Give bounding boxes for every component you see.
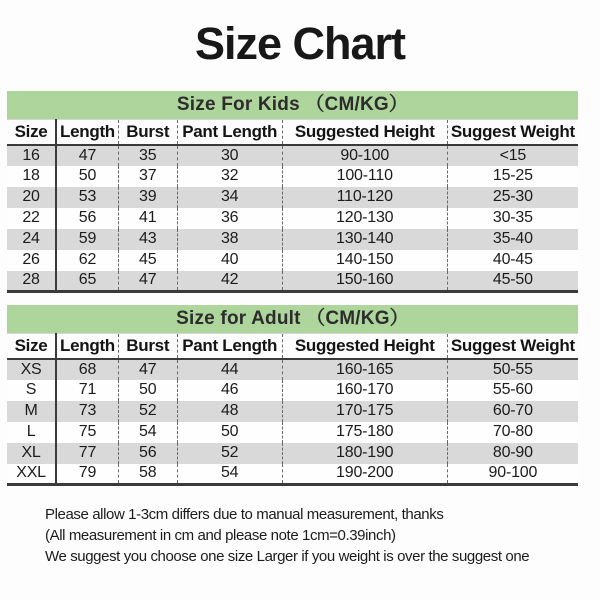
table-row (7, 229, 578, 250)
table-cell: 50 (118, 380, 177, 401)
table-cell: XL (21, 444, 41, 461)
table-cell: 90-100 (282, 145, 447, 166)
column-header: Suggest Weight (447, 334, 578, 359)
adult-size-table-section (7, 305, 578, 486)
table-cell: 52 (177, 443, 282, 464)
table-cell: S (25, 381, 37, 398)
table-cell: L (26, 423, 36, 440)
table-cell: 77 (56, 443, 118, 464)
table-cell: 180-190 (282, 443, 447, 464)
table-cell: 59 (56, 229, 118, 250)
table-cell: XS (20, 360, 42, 378)
table-row (7, 271, 578, 292)
table-cell: 15-25 (447, 166, 578, 187)
table-cell: 160-165 (282, 359, 447, 380)
table-cell: 56 (118, 443, 177, 464)
table-row (7, 422, 578, 443)
table-cell: 54 (177, 464, 282, 485)
table-cell: 58 (118, 464, 177, 485)
kids-table-header (7, 120, 578, 145)
table-cell: 54 (118, 422, 177, 443)
table-cell: 50 (177, 422, 282, 443)
table-cell: 50 (56, 166, 118, 187)
column-header: Pant Length (177, 120, 282, 145)
column-header: Size (7, 120, 56, 145)
table-cell: 40-45 (447, 250, 578, 271)
kids-size-table-section (7, 91, 578, 293)
table-cell: 41 (118, 208, 177, 229)
note-line-size-up: We suggest you choose one size Larger if you weight is over the suggest one (45, 548, 530, 565)
table-cell: 44 (177, 359, 282, 380)
table-cell: 79 (56, 464, 118, 485)
table-cell: 42 (177, 271, 282, 292)
table-cell: 46 (177, 380, 282, 401)
table-row (7, 359, 578, 380)
table-cell: 73 (56, 401, 118, 422)
header-row (7, 120, 578, 145)
table-cell: 175-180 (282, 422, 447, 443)
table-cell: 68 (56, 359, 118, 380)
table-cell: 28 (22, 271, 40, 289)
column-header: Suggested Height (282, 334, 447, 359)
table-cell: 18 (22, 167, 40, 184)
table-row (7, 250, 578, 271)
table-cell: 80-90 (447, 443, 578, 464)
column-header: Size (7, 334, 56, 359)
table-row (7, 443, 578, 464)
adult-table-header (7, 334, 578, 359)
table-cell: 38 (177, 229, 282, 250)
table-cell: 20 (22, 188, 40, 205)
table-cell: 190-200 (282, 464, 447, 485)
column-header: Burst (118, 120, 177, 145)
table-cell: 25-30 (447, 187, 578, 208)
table-cell: 120-130 (282, 208, 447, 229)
table-cell: 45 (118, 250, 177, 271)
size-chart-page (0, 16, 600, 600)
table-cell: 37 (118, 166, 177, 187)
table-cell: 47 (118, 271, 177, 292)
table-cell: 34 (177, 187, 282, 208)
table-row (7, 208, 578, 229)
adult-table-body (7, 359, 578, 485)
table-cell: 43 (118, 229, 177, 250)
table-cell: 170-175 (282, 401, 447, 422)
table-cell: 26 (22, 251, 40, 268)
table-row (7, 380, 578, 401)
table-cell: 140-150 (282, 250, 447, 271)
table-cell: 35 (118, 145, 177, 166)
column-header: Suggest Weight (447, 120, 578, 145)
table-cell: 70-80 (447, 422, 578, 443)
table-cell: 30-35 (447, 208, 578, 229)
table-cell: 35-40 (447, 229, 578, 250)
adult-table-title-band: Size for Adult （CM/KG） (7, 305, 578, 333)
table-row (7, 401, 578, 422)
kids-table-body (7, 145, 578, 292)
table-row (7, 166, 578, 187)
table-cell: 47 (118, 359, 177, 380)
footer-notes (45, 504, 600, 567)
note-line-cm-inch: (All measurement in cm and please note 1cm=0.39inch) (45, 527, 396, 544)
table-cell: 55-60 (447, 380, 578, 401)
table-cell: 50-55 (447, 359, 578, 380)
table-cell: 62 (56, 250, 118, 271)
kids-table-title-band: Size For Kids （CM/KG） (7, 91, 578, 119)
table-cell: 32 (177, 166, 282, 187)
table-cell: 47 (56, 145, 118, 166)
table-cell: <15 (447, 145, 578, 166)
column-header: Pant Length (177, 334, 282, 359)
table-cell: 30 (177, 145, 282, 166)
table-row (7, 464, 578, 485)
table-cell: 90-100 (447, 464, 578, 485)
table-cell: 71 (56, 380, 118, 401)
table-cell: XXL (16, 464, 46, 482)
table-cell: 52 (118, 401, 177, 422)
adult-size-table (7, 333, 578, 486)
column-header: Suggested Height (282, 120, 447, 145)
table-cell: 22 (22, 209, 40, 226)
table-cell: 16 (22, 146, 40, 164)
table-cell: 160-170 (282, 380, 447, 401)
table-cell: 100-110 (282, 166, 447, 187)
table-row (7, 187, 578, 208)
table-cell: 24 (22, 230, 40, 247)
column-header: Length (56, 120, 118, 145)
table-cell: 39 (118, 187, 177, 208)
page-title: Size Chart (194, 18, 406, 69)
table-cell: 48 (177, 401, 282, 422)
table-cell: 53 (56, 187, 118, 208)
table-cell: 150-160 (282, 271, 447, 292)
column-header: Length (56, 334, 118, 359)
table-cell: 110-120 (282, 187, 447, 208)
table-cell: 60-70 (447, 401, 578, 422)
header-row (7, 334, 578, 359)
table-cell: 75 (56, 422, 118, 443)
table-cell: M (24, 402, 38, 419)
table-cell: 130-140 (282, 229, 447, 250)
table-cell: 40 (177, 250, 282, 271)
table-row (7, 145, 578, 166)
table-cell: 65 (56, 271, 118, 292)
table-cell: 45-50 (447, 271, 578, 292)
kids-size-table (7, 119, 578, 293)
column-header: Burst (118, 334, 177, 359)
note-line-measurement: Please allow 1-3cm differs due to manual measurement, thanks (45, 506, 444, 523)
table-cell: 56 (56, 208, 118, 229)
table-cell: 36 (177, 208, 282, 229)
